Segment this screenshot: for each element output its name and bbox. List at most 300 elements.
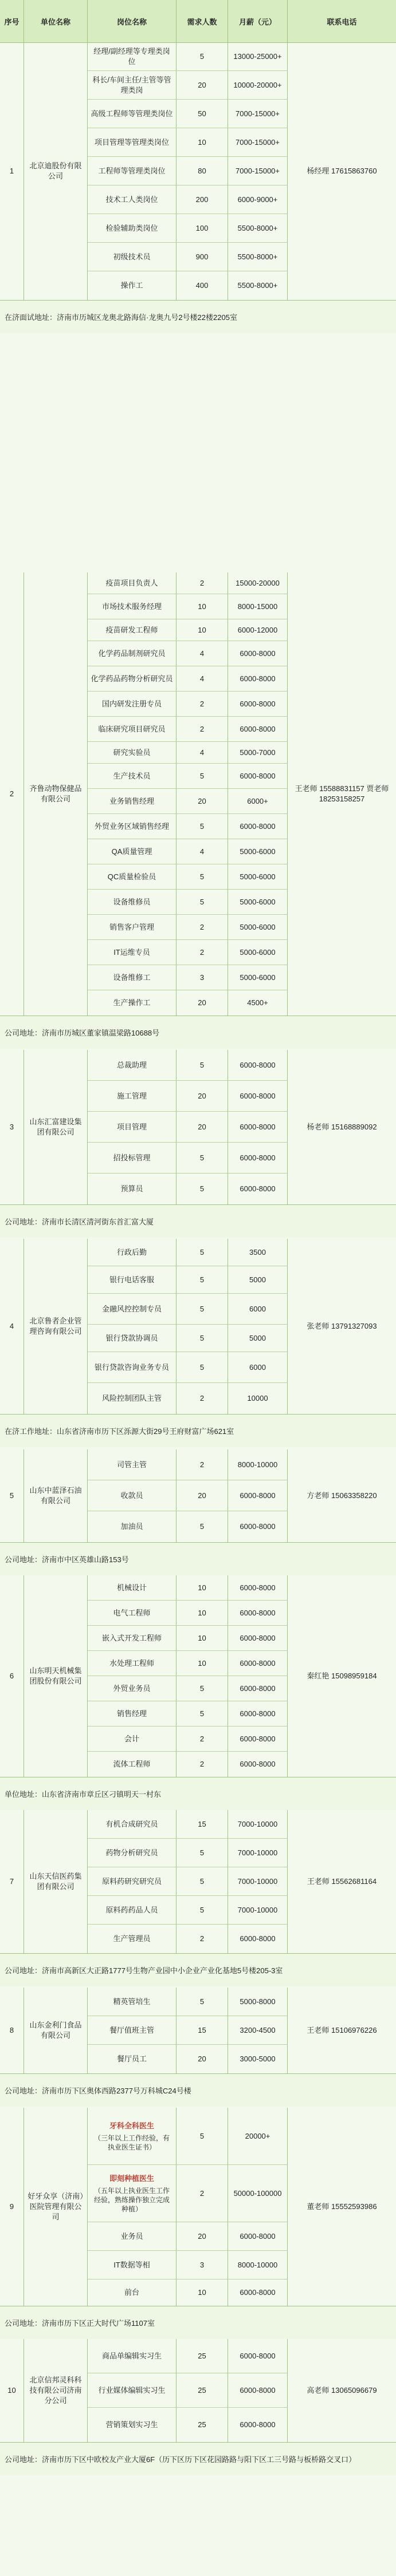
table-row [88,890,288,915]
table-row [88,1112,288,1143]
table-row [88,71,288,100]
position-name: 经理/副经理等专理类岗位 [88,42,177,70]
salary: 6000-8000 [228,1676,288,1701]
position-name: 药物分析研究员 [88,1839,177,1867]
contact-info: 秦红艳 15098959184 [307,1672,377,1680]
contact-info: 杨经理 17615863760 [307,167,377,175]
company-name: 山东汇富建设集团有限公司 [24,1050,88,1204]
table-row [88,1896,288,1925]
headcount: 20 [177,789,228,813]
company-section [0,1988,396,2107]
company-name: 山东金利门食品有限公司 [24,1988,88,2073]
headcount: 10 [177,594,228,619]
contact-info: 张老师 13791327093 [307,1322,377,1330]
salary: 6000-8000 [228,2373,288,2407]
table-row [88,641,288,666]
table-row [88,1511,288,1542]
salary: 6000-8000 [228,1174,288,1204]
salary: 6000-8000 [228,1601,288,1625]
salary: 6000-8000 [228,2222,288,2250]
salary: 6000 [228,1352,288,1382]
position-name: 原料药研究研究员 [88,1867,177,1895]
table-row [88,1651,288,1676]
position-name: 机械设计 [88,1575,177,1600]
table-row [88,666,288,692]
headcount: 20 [177,1081,228,1111]
headcount: 4 [177,666,228,691]
position-name: 项目管理 [88,1112,177,1142]
position-name: 销售客户管理 [88,915,177,939]
position-name: 生产管理员 [88,1925,177,1953]
table-row [88,940,288,965]
table-row [88,2373,288,2408]
table-header [0,0,396,43]
company-address: 公司地址：济南市历下区正大时代广场1107室 [0,2306,396,2339]
position-name: 银行贷款协调员 [88,1325,177,1352]
headcount: 10 [177,1626,228,1650]
headcount: 10 [177,2279,228,2306]
headcount: 2 [177,2165,228,2222]
headcount: 15 [177,2016,228,2044]
position-name: 工程师等管理类岗位 [88,157,177,185]
salary: 5000-6000 [228,965,288,990]
headcount: 5 [177,1174,228,1204]
section-number: 7 [0,1810,24,1953]
salary: 3200-4500 [228,2016,288,2044]
company-address: 公司地址：济南市中区英雄山路153号 [0,1542,396,1575]
header-num: 序号 [0,0,24,42]
headcount: 900 [177,243,228,271]
headcount: 5 [177,1143,228,1173]
salary: 6000-8000 [228,814,288,839]
table-row [88,717,288,742]
table-row [88,2251,288,2279]
salary: 5000-6000 [228,915,288,939]
table-row [88,2016,288,2045]
header-count: 需求人数 [177,0,228,42]
salary: 6000-8000 [228,1925,288,1953]
table-row [88,1988,288,2016]
contact-info: 高老师 13065096679 [307,2386,377,2395]
headcount: 5 [177,1511,228,1542]
table-row [88,1626,288,1651]
table-row [88,1676,288,1701]
table-row [88,764,288,789]
salary: 5000 [228,1266,288,1293]
position-title: 牙科全科医生 [109,2121,154,2130]
company-section [0,1449,396,1575]
company-section [0,1050,396,1238]
headcount: 5 [177,1239,228,1266]
table-row [88,1701,288,1726]
section-number: 2 [0,572,24,1016]
table-row [88,2045,288,2073]
company-address: 在济工作地址：山东省济南市历下区泺源大街29号王府财富广场621室 [0,1414,396,1447]
position-name: 外贸业务员 [88,1676,177,1701]
company-name: 山东天信医药集团有限公司 [24,1810,88,1953]
position-name: 外贸业务区域销售经理 [88,814,177,839]
salary: 6000-8000 [228,2279,288,2306]
salary: 10000-20000+ [228,71,288,99]
salary: 5500-8000+ [228,271,288,300]
table-row [88,2339,288,2373]
position-name: 行业媒体编辑实习生 [88,2373,177,2407]
headcount: 2 [177,1726,228,1751]
headcount: 20 [177,2222,228,2250]
position-name: 行政后勤 [88,1239,177,1266]
headcount: 5 [177,814,228,839]
salary: 8000-10000 [228,2251,288,2279]
position-name: 疫苗项目负责人 [88,572,177,594]
table-row [88,1601,288,1626]
salary: 6000-8000 [228,1726,288,1751]
salary: 3500 [228,1239,288,1266]
position-name: 商品单编辑实习生 [88,2339,177,2373]
table-row [88,214,288,243]
table-row [88,2279,288,2306]
salary: 15000-20000 [228,572,288,594]
salary: 6000-8000 [228,1050,288,1080]
headcount: 5 [177,1867,228,1895]
salary: 6000-8000 [228,764,288,788]
position-name: 研究实验员 [88,742,177,763]
salary: 7000-15000+ [228,128,288,156]
headcount: 2 [177,572,228,594]
salary: 6000-8000 [228,1701,288,1726]
headcount: 2 [177,692,228,716]
company-name: 好牙众享（济南）医院管理有限公司 [24,2108,88,2306]
contact-info: 王老师 15106976226 [307,2026,377,2034]
salary: 6000-8000 [228,1651,288,1676]
table-row [88,814,288,839]
headcount: 5 [177,764,228,788]
headcount: 2 [177,1383,228,1414]
table-row [88,1050,288,1081]
table-row [88,965,288,990]
position-name: 风险控制团队主管 [88,1383,177,1414]
position-name: 招投标管理 [88,1143,177,1173]
header-contact: 联系电话 [327,17,357,26]
headcount: 5 [177,42,228,70]
company-address: 单位地址：山东省济南市章丘区刁镇明天一村东 [0,1777,396,1810]
salary: 6000-8000 [228,2339,288,2373]
salary: 5000-6000 [228,940,288,965]
table-row [88,1726,288,1752]
company-section [0,572,396,1049]
salary: 6000+ [228,789,288,813]
position-name: 总裁助理 [88,1050,177,1080]
table-row [88,915,288,940]
company-address: 公司地址：济南市历下区中欧校友产业大厦6F（历下区历下区花园路路与阳下区工三号路与板桥路交叉口） [0,2442,396,2475]
table-row [88,271,288,300]
headcount: 50 [177,100,228,128]
table-row [88,619,288,641]
salary: 6000-9000+ [228,185,288,214]
salary: 5000-6000 [228,839,288,864]
table-row [88,1081,288,1112]
position-name: 会计 [88,1726,177,1751]
salary: 6000-8000 [228,666,288,691]
table-row [88,185,288,214]
position-name: 销售经理 [88,1701,177,1726]
headcount: 5 [177,1839,228,1867]
position-name: 检验辅助类岗位 [88,214,177,242]
salary: 6000-8000 [228,1143,288,1173]
headcount: 3 [177,965,228,990]
table-row [88,2222,288,2251]
headcount: 2 [177,915,228,939]
company-section [0,42,396,333]
position-name: 设备维修工 [88,965,177,990]
salary: 6000-8000 [228,692,288,716]
position-name: 水处理工程师 [88,1651,177,1676]
contact-info: 董老师 15552593986 [307,2202,377,2211]
headcount: 5 [177,1050,228,1080]
salary: 10000 [228,1383,288,1414]
headcount: 20 [177,2045,228,2073]
headcount: 200 [177,185,228,214]
section-number: 4 [0,1239,24,1414]
salary: 5000-6000 [228,864,288,889]
company-name: 齐鲁动物保健品有限公司 [24,572,88,1016]
position-name: 化学药品药物分析研究员 [88,666,177,691]
position-name: 化学药品制剂研究员 [88,641,177,666]
salary: 7000-10000 [228,1839,288,1867]
salary: 13000-25000+ [228,42,288,70]
salary: 7000-10000 [228,1896,288,1924]
table-row [88,100,288,128]
headcount: 400 [177,271,228,300]
table-row [88,742,288,764]
salary: 6000-8000 [228,1511,288,1542]
position-name: 生产技术员 [88,764,177,788]
company-name: 北京迪股份有限公司 [24,42,88,300]
salary: 7000-15000+ [228,100,288,128]
section-number: 8 [0,1988,24,2073]
table-row [88,1325,288,1352]
section-number: 5 [0,1449,24,1542]
salary: 6000 [228,1294,288,1324]
salary: 7000-15000+ [228,157,288,185]
table-row [88,990,288,1016]
table-row [88,1449,288,1480]
company-address: 在济面试地址：济南市历城区龙奥北路海信·龙奥九号2号楼22楼2205室 [0,300,396,333]
table-row [88,2408,288,2442]
company-section [0,1810,396,1986]
position-name: 有机合成研究员 [88,1810,177,1838]
table-row [88,1266,288,1294]
company-section [0,1575,396,1810]
header-position: 岗位名称 [88,0,177,42]
salary: 6000-8000 [228,1752,288,1777]
headcount: 5 [177,2108,228,2164]
position-name: 流体工程师 [88,1752,177,1777]
headcount: 5 [177,864,228,889]
position-name: 银行电话客服 [88,1266,177,1293]
position-name: 高级工程师等管理类岗位 [88,100,177,128]
headcount: 5 [177,890,228,914]
company-section [0,2108,396,2339]
headcount: 25 [177,2339,228,2373]
headcount: 4 [177,839,228,864]
position-name: 市场技术服务经理 [88,594,177,619]
position-name: 初级技术员 [88,243,177,271]
headcount: 5 [177,1352,228,1382]
position-name: 原料药药品人员 [88,1896,177,1924]
table-row [88,692,288,717]
headcount: 2 [177,1925,228,1953]
salary: 6000-8000 [228,1112,288,1142]
position-name: 设备维修员 [88,890,177,914]
table-row [88,2108,288,2165]
table-row [88,594,288,619]
headcount: 100 [177,214,228,242]
section-number: 6 [0,1575,24,1777]
position-name: 业务销售经理 [88,789,177,813]
position-title: 即刻种植医生 [109,2174,154,2183]
table-row [88,1174,288,1204]
headcount: 25 [177,2408,228,2442]
headcount: 5 [177,1988,228,2016]
headcount: 20 [177,71,228,99]
company-name: 山东中蓝泽石油有限公司 [24,1449,88,1542]
table-row [88,1480,288,1511]
company-address: 公司地址：济南市长清区清河街东首汇富大厦 [0,1204,396,1238]
table-row [88,128,288,157]
section-number: 1 [0,42,24,300]
table-row [88,789,288,814]
company-address: 公司地址：济南市历城区董家镇温梁路10688号 [0,1016,396,1049]
salary: 8000-10000 [228,1449,288,1480]
company-address: 公司地址：济南市高新区大正路1777号生物产业园中小企业产业化基地5号楼205-3室 [0,1953,396,1986]
table-row [88,1294,288,1325]
table-row [88,1143,288,1174]
headcount: 4 [177,641,228,666]
headcount: 25 [177,2373,228,2407]
contact-info: 方老师 15063358220 [307,1491,377,1500]
salary: 6000-8000 [228,2408,288,2442]
position-name: 国内研发注册专员 [88,692,177,716]
header-company: 单位名称 [24,0,88,42]
position-name: 嵌入式开发工程师 [88,1626,177,1650]
position-name: QC质量检验员 [88,864,177,889]
salary: 5000-8000 [228,1988,288,2016]
table-row [88,1810,288,1839]
position-name: 疫苗研发工程师 [88,619,177,641]
headcount: 5 [177,1676,228,1701]
table-row [88,42,288,71]
headcount: 2 [177,1752,228,1777]
headcount: 5 [177,1266,228,1293]
contact-info: 王老师 15588831157 贾老师 18253158257 [295,784,389,803]
headcount: 20 [177,1112,228,1142]
contact-info: 杨老师 15168889092 [307,1123,377,1131]
salary: 20000+ [228,2108,288,2164]
table-row [88,572,288,594]
table-row [88,1575,288,1601]
table-row [88,2165,288,2222]
position-requirement: （三年以上工作经验，有执业医生证书） [93,2134,170,2151]
table-row [88,1383,288,1414]
headcount: 10 [177,619,228,641]
salary: 5000-6000 [228,890,288,914]
table-row [88,839,288,864]
salary: 7000-10000 [228,1810,288,1838]
headcount: 80 [177,157,228,185]
headcount: 2 [177,717,228,741]
salary: 6000-12000 [228,619,288,641]
headcount: 10 [177,1575,228,1600]
position-name: 电气工程师 [88,1601,177,1625]
position-name: 生产操作工 [88,990,177,1016]
position-name: 银行贷款咨询业务专员 [88,1352,177,1382]
salary: 6000-8000 [228,1480,288,1511]
position-name: 营销策划实习生 [88,2408,177,2442]
section-number: 10 [0,2339,24,2442]
table-row [88,1925,288,1953]
section-number: 9 [0,2108,24,2306]
table-row [88,1752,288,1777]
headcount: 2 [177,940,228,965]
company-name: 北京信邦灵科科技有限公司济南分公司 [24,2339,88,2442]
headcount: 5 [177,1896,228,1924]
position-name: 科长/车间主任/主管等管理类岗 [88,71,177,99]
position-name: 餐厅值班主管 [88,2016,177,2044]
headcount: 10 [177,1601,228,1625]
headcount: 20 [177,1480,228,1511]
salary: 6000-8000 [228,1081,288,1111]
headcount: 10 [177,1651,228,1676]
salary: 6000-8000 [228,641,288,666]
headcount: 10 [177,128,228,156]
position-name: 金融风控控制专员 [88,1294,177,1324]
position-name: 技术工人类岗位 [88,185,177,214]
position-name: 预算员 [88,1174,177,1204]
position-name: 餐厅员工 [88,2045,177,2073]
headcount: 15 [177,1810,228,1838]
company-name: 北京鲁者企业管理咨询有限公司 [24,1239,88,1414]
headcount: 3 [177,2251,228,2279]
salary: 6000-8000 [228,1626,288,1650]
position-name: 施工管理 [88,1081,177,1111]
salary: 6000-8000 [228,717,288,741]
position-name: IT运维专员 [88,940,177,965]
position-name: IT数据等相 [88,2251,177,2279]
company-name: 山东明天机械集团股份有限公司 [24,1575,88,1777]
table-row [88,157,288,185]
section-number: 3 [0,1050,24,1204]
salary: 4500+ [228,990,288,1016]
company-address: 公司地址：济南市历下区奥体西路2377号万科城C24号楼 [0,2073,396,2107]
company-section [0,1239,396,1447]
position-name: 临床研究项目研究员 [88,717,177,741]
table-row [88,864,288,890]
headcount: 5 [177,1325,228,1352]
table-row [88,1839,288,1867]
salary: 50000-100000 [228,2165,288,2222]
position-name: QA质量管理 [88,839,177,864]
salary: 5000-7000 [228,742,288,763]
salary: 5500-8000+ [228,214,288,242]
position-name: 收款员 [88,1480,177,1511]
position-name [88,2108,177,2164]
salary: 7000-10000 [228,1867,288,1895]
headcount: 4 [177,742,228,763]
position-name: 加油员 [88,1511,177,1542]
headcount: 20 [177,990,228,1016]
headcount: 5 [177,1294,228,1324]
position-name [88,2165,177,2222]
